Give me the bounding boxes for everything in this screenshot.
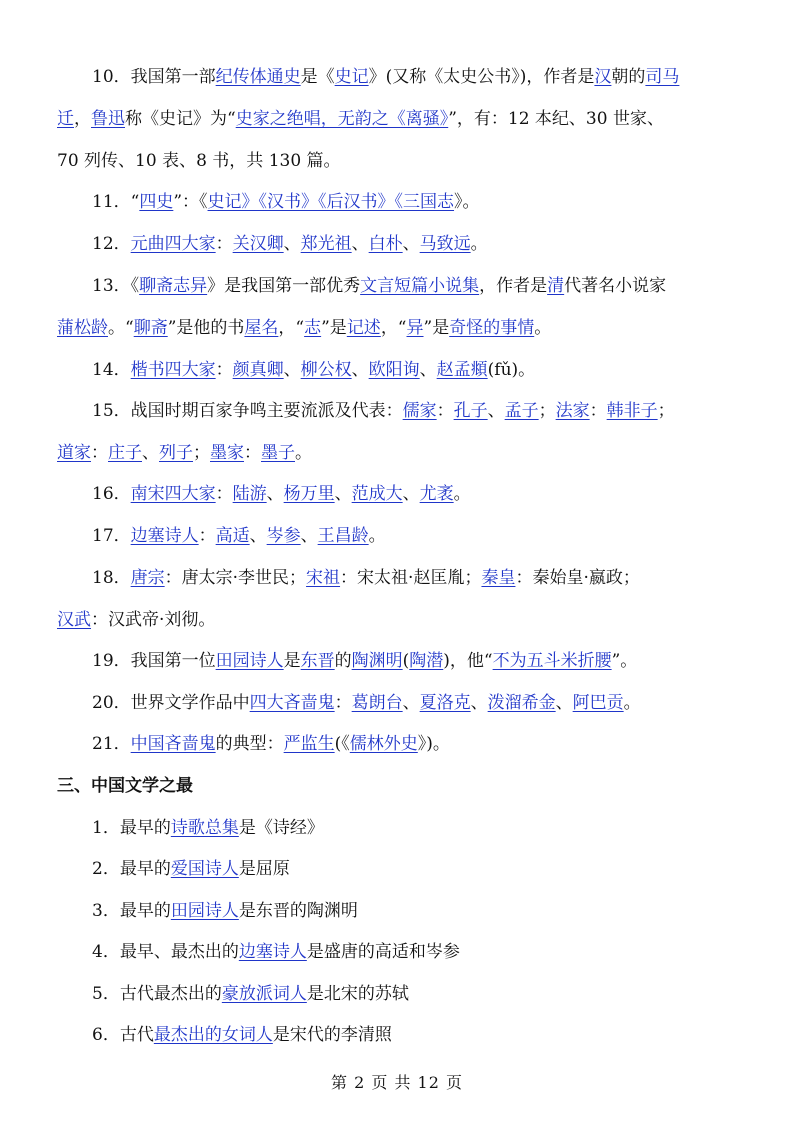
text-segment: 、 [249, 526, 267, 546]
highlighted-term: 孟子 [504, 401, 539, 421]
highlighted-term: 志 [304, 318, 322, 338]
highlighted-term: 尤袤 [419, 484, 454, 504]
text-segment: 是宋代的李清照 [272, 1025, 392, 1045]
highlighted-term: 列子 [159, 443, 193, 463]
text-segment: 三、中国文学之最 [57, 776, 193, 796]
text-segment: 朝的 [611, 67, 646, 87]
text-segment: ”：《 [173, 192, 208, 212]
text-segment: ； [538, 401, 556, 421]
text-line [92, 399, 747, 423]
text-segment: 14． [92, 360, 131, 380]
highlighted-term: 柳公权 [300, 360, 352, 380]
text-line [92, 190, 747, 214]
highlighted-term: 颜真卿 [232, 360, 284, 380]
text-segment: 、 [402, 234, 420, 254]
text-segment: ： [589, 401, 607, 421]
text-segment: ： [215, 360, 233, 380]
text-segment: 11．“ [92, 192, 140, 212]
highlighted-term: 南宋四大家 [130, 484, 216, 504]
highlighted-term: 道家 [57, 443, 91, 463]
highlighted-term: 岑参 [266, 526, 301, 546]
highlighted-term: 韩非子 [606, 401, 658, 421]
highlighted-term: 文言短篇小说集 [360, 276, 480, 296]
highlighted-term: 葛朗台 [351, 693, 403, 713]
text-segment: ： [215, 234, 233, 254]
text-segment: 称《史记》为“ [125, 109, 236, 129]
highlighted-term: 中国吝啬鬼 [130, 734, 216, 754]
text-segment: 》。 [454, 192, 480, 212]
highlighted-term: 四大吝啬鬼 [249, 693, 335, 713]
highlighted-term: 白朴 [368, 234, 403, 254]
text-segment: (《 [334, 734, 350, 754]
text-segment: 代著名小说家 [564, 276, 667, 296]
text-segment: 的 [334, 651, 352, 671]
text-segment: 3．最早的 [92, 901, 171, 921]
text-segment: 、 [555, 693, 573, 713]
text-segment: 。“ [108, 318, 134, 338]
highlighted-term: 墨子 [261, 443, 295, 463]
highlighted-term: 阿巴贡 [572, 693, 624, 713]
text-segment: 是东晋的陶渊明 [238, 901, 358, 921]
highlighted-term: 陆游 [232, 484, 267, 504]
text-segment: 6．古代 [92, 1025, 154, 1045]
text-segment: (fǔ)。 [487, 360, 536, 380]
highlighted-term: 孔子 [453, 401, 488, 421]
highlighted-term: 汉 [594, 67, 612, 87]
highlighted-term: 秦皇 [481, 568, 516, 588]
text-segment: 。 [368, 526, 386, 546]
highlighted-term: 马致远 [419, 234, 471, 254]
highlighted-term: 汉武 [57, 610, 91, 630]
text-segment: 1．最早的 [92, 818, 171, 838]
highlighted-term: 陶渊明 [351, 651, 403, 671]
text-segment: ： [334, 693, 352, 713]
text-segment: 、 [470, 693, 488, 713]
text-line [92, 982, 747, 1006]
text-segment: 》)。 [417, 734, 450, 754]
text-segment: 、 [142, 443, 159, 463]
text-segment: 4．最早、最杰出的 [92, 942, 239, 962]
text-segment: 》(又称《太史公书》)，作者是 [368, 67, 595, 87]
text-segment: 。 [453, 484, 471, 504]
text-segment: ”是他的书 [167, 318, 245, 338]
highlighted-term: 泼溜希金 [487, 693, 556, 713]
text-segment: 是北宋的苏轼 [306, 984, 409, 1004]
text-segment: ：汉武帝·刘彻。 [91, 610, 216, 630]
text-line [92, 524, 747, 548]
text-segment: 12． [92, 234, 131, 254]
text-segment: 、 [419, 360, 437, 380]
text-segment: ； [657, 401, 675, 421]
text-segment: 》是我国第一部优秀 [207, 276, 361, 296]
highlighted-term: 诗歌总集 [170, 818, 239, 838]
highlighted-term: 高适 [215, 526, 250, 546]
text-segment: 21． [92, 734, 131, 754]
highlighted-term: 聊斋志异 [139, 276, 208, 296]
highlighted-term: 迁 [57, 109, 74, 129]
text-segment: 、 [334, 484, 352, 504]
highlighted-term: 奇怪的事情 [449, 318, 535, 338]
text-segment: 、 [283, 234, 301, 254]
text-segment: 。 [295, 443, 312, 463]
text-segment: 是 [283, 651, 301, 671]
text-segment: ，作者是 [479, 276, 548, 296]
text-segment: 15．战国时期百家争鸣主要流派及代表： [92, 401, 403, 421]
highlighted-term: 边塞诗人 [238, 942, 307, 962]
text-segment: 19．我国第一位 [92, 651, 216, 671]
highlighted-term: 严监生 [283, 734, 335, 754]
highlighted-term: 纪传体通史 [215, 67, 301, 87]
text-segment: 18． [92, 568, 131, 588]
section-heading [57, 774, 747, 798]
text-segment: 。 [534, 318, 552, 338]
text-segment: ： [244, 443, 261, 463]
text-segment: ：宋太祖·赵匡胤； [340, 568, 482, 588]
text-line [92, 899, 747, 923]
highlighted-term: 豪放派词人 [221, 984, 307, 1004]
highlighted-term: 王昌龄 [317, 526, 369, 546]
text-segment: 17． [92, 526, 131, 546]
text-line [92, 274, 747, 298]
text-line [57, 441, 747, 465]
text-line [57, 149, 747, 173]
text-line [92, 232, 747, 256]
highlighted-term: 墨家 [210, 443, 244, 463]
text-segment: ，“ [278, 318, 305, 338]
text-segment: 、 [300, 526, 318, 546]
text-segment: 、 [402, 484, 420, 504]
text-segment: 5．古代最杰出的 [92, 984, 222, 1004]
text-segment: 、 [283, 360, 301, 380]
highlighted-term: 清 [547, 276, 565, 296]
text-segment: )，他“ [443, 651, 493, 671]
text-segment: ， [74, 109, 91, 129]
highlighted-term: 史家之绝唱，无韵之《离骚》 [235, 109, 449, 129]
highlighted-term: 异 [406, 318, 424, 338]
highlighted-term: 楷书四大家 [130, 360, 216, 380]
text-segment: 、 [266, 484, 284, 504]
text-segment: 。 [623, 693, 641, 713]
highlighted-term: 郑光祖 [300, 234, 352, 254]
highlighted-term: 鲁迅 [91, 109, 125, 129]
highlighted-term: 屋名 [244, 318, 279, 338]
text-line [57, 316, 747, 340]
highlighted-term: 史记》《汉书》《后汉书》《三国志 [207, 192, 455, 212]
highlighted-term: 关汉卿 [232, 234, 284, 254]
text-segment: ：唐太宗·李世民； [164, 568, 307, 588]
text-line [92, 566, 747, 590]
highlighted-term: 最杰出的女词人 [153, 1025, 273, 1045]
text-segment: 是《 [300, 67, 335, 87]
highlighted-term: 蒲松龄 [57, 318, 108, 338]
text-line [92, 691, 747, 715]
highlighted-term: 不为五斗米折腰 [492, 651, 612, 671]
text-segment: ： [198, 526, 216, 546]
highlighted-term: 记述 [346, 318, 381, 338]
highlighted-term: 夏洛克 [419, 693, 471, 713]
text-segment: 、 [351, 360, 369, 380]
text-segment: ”，有：12 本纪、30 世家、 [448, 109, 664, 129]
text-segment: ，“ [380, 318, 407, 338]
text-segment: ： [91, 443, 108, 463]
text-line [92, 940, 747, 964]
highlighted-term: 边塞诗人 [130, 526, 199, 546]
text-segment: ”。 [611, 651, 638, 671]
highlighted-term: 东晋 [300, 651, 335, 671]
highlighted-term: 四史 [139, 192, 174, 212]
text-segment: 是屈原 [238, 859, 290, 879]
highlighted-term: 史记 [334, 67, 369, 87]
highlighted-term: 田园诗人 [215, 651, 284, 671]
text-segment: 2．最早的 [92, 859, 171, 879]
text-segment: 70 列传、10 表、8 书，共 130 篇。 [57, 151, 341, 171]
text-line [92, 732, 747, 756]
text-segment: 是盛唐的高适和岑参 [306, 942, 460, 962]
text-segment: 、 [402, 693, 420, 713]
text-segment: ： [215, 484, 233, 504]
highlighted-term: 爱国诗人 [170, 859, 239, 879]
text-line [57, 608, 747, 632]
text-segment: 13．《 [92, 276, 140, 296]
text-segment: 是《诗经》 [238, 818, 324, 838]
text-line [92, 65, 747, 89]
text-segment: ：秦始皇·嬴政； [515, 568, 640, 588]
text-line [92, 649, 747, 673]
highlighted-term: 范成大 [351, 484, 403, 504]
highlighted-term: 赵孟頫 [436, 360, 488, 380]
text-segment: 、 [487, 401, 505, 421]
highlighted-term: 法家 [555, 401, 590, 421]
text-segment: ； [193, 443, 210, 463]
text-segment: ”是 [321, 318, 347, 338]
text-line [57, 107, 747, 131]
text-segment: ”是 [423, 318, 450, 338]
highlighted-term: 庄子 [108, 443, 142, 463]
highlighted-term: 陶潜 [409, 651, 444, 671]
highlighted-term: 唐宗 [130, 568, 165, 588]
text-segment: 10．我国第一部 [92, 67, 216, 87]
highlighted-term: 宋祖 [306, 568, 341, 588]
text-line [92, 816, 747, 840]
highlighted-term: 聊斋 [133, 318, 168, 338]
text-segment: 、 [351, 234, 369, 254]
text-segment: 20．世界文学作品中 [92, 693, 250, 713]
highlighted-term: 儒家 [402, 401, 437, 421]
text-line [92, 358, 747, 382]
text-segment: 16． [92, 484, 131, 504]
highlighted-term: 杨万里 [283, 484, 335, 504]
text-segment: ( [402, 651, 410, 671]
highlighted-term: 欧阳询 [368, 360, 420, 380]
page-footer: 第 2 页 共 12 页 [331, 1073, 463, 1092]
highlighted-term: 司马 [645, 67, 680, 87]
text-line [92, 857, 747, 881]
text-line [92, 1023, 747, 1047]
text-segment: ： [436, 401, 454, 421]
text-line [92, 482, 747, 506]
text-segment: 。 [470, 234, 488, 254]
highlighted-term: 儒林外史 [349, 734, 418, 754]
highlighted-term: 元曲四大家 [130, 234, 216, 254]
text-segment: 的典型： [215, 734, 284, 754]
highlighted-term: 田园诗人 [170, 901, 239, 921]
